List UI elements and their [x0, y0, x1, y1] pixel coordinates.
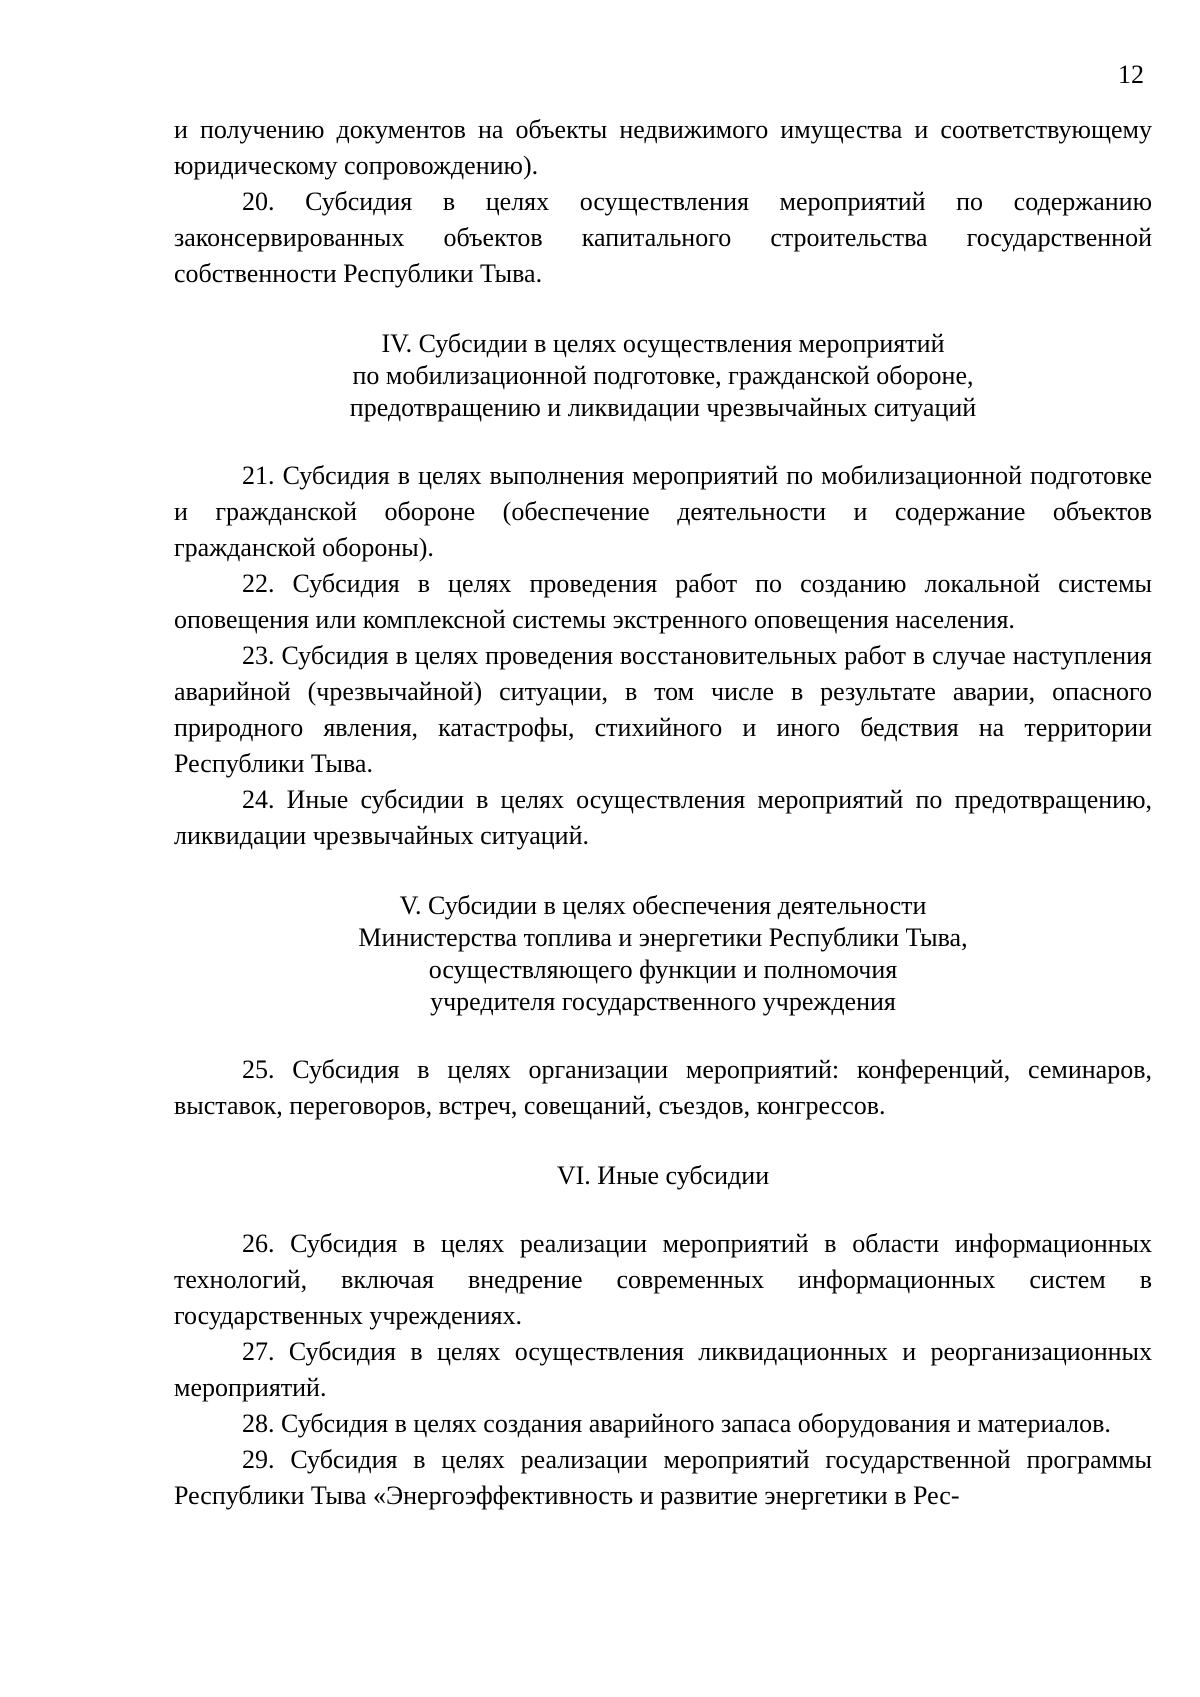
section-heading-vi [174, 1160, 1152, 1192]
paragraph-item-27: 27. Субсидия в целях осуществления ликвидационных и реорганизационных мероприятий. [174, 1337, 1152, 1402]
document-body [174, 112, 1152, 1514]
section-heading-line: осуществляющего функции и полномочия [428, 955, 898, 984]
paragraph-item-24: 24. Иные субсидии в целях осуществления мероприятий по предотвращению, ликвидации чрезвычайных ситуаций. [174, 785, 1152, 850]
paragraph-item-25: 25. Субсидия в целях организации мероприятий: конференций, семинаров, выставок, переговоров, встреч, совещаний, съездов, конгрессов. [174, 1055, 1152, 1120]
section-heading-line: VI. Иные субсидии [556, 1161, 770, 1190]
paragraph-item-29: 29. Субсидия в целях реализации мероприятий государственной программы Республики Тыва «Энергоэффективность и развитие энергетики в Рес- [174, 1445, 1152, 1510]
section-heading-line: по мобилизационной подготовке, гражданской обороне, [352, 361, 974, 390]
section-heading-line: IV. Субсидии в целях осуществления мероприятий [381, 329, 945, 358]
section-heading-line: V. Субсидии в целях обеспечения деятельности [399, 891, 927, 920]
paragraph-item-28: 28. Субсидия в целях создания аварийного запаса оборудования и материалов. [242, 1409, 1111, 1438]
paragraph-continuation: и получению документов на объекты недвижимого имущества и соответствующему юридическому сопровождению). [174, 115, 1152, 180]
paragraph-item-26: 26. Субсидия в целях реализации мероприятий в области информационных технологий, включая внедрение современных информационных систем в государственных учреждениях. [174, 1229, 1152, 1330]
paragraph-item-21: 21. Субсидия в целях выполнения мероприятий по мобилизационной подготовке и гражданской обороне (обеспечение деятельности и содержание объектов гражданской обороны). [174, 461, 1152, 562]
section-heading-line: предотвращению и ликвидации чрезвычайных ситуаций [349, 393, 977, 422]
paragraph-item-20: 20. Субсидия в целях осуществления мероприятий по содержанию законсервированных объектов капитального строительства государственной собственности Республики Тыва. [174, 187, 1152, 288]
section-heading-v [174, 890, 1152, 1018]
paragraph-item-22: 22. Субсидия в целях проведения работ по созданию локальной системы оповещения или комплексной системы экстренного оповещения населения. [174, 569, 1152, 634]
section-heading-iv [174, 328, 1152, 424]
section-heading-line: учредителя государственного учреждения [430, 987, 896, 1016]
paragraph-item-23: 23. Субсидия в целях проведения восстановительных работ в случае наступления аварийной (чрезвычайной) ситуации, в том числе в результате аварии, опасного природного явления, катастрофы, стихийного и иного бедствия на территории Республики Тыва. [174, 641, 1152, 778]
section-heading-line: Министерства топлива и энергетики Республики Тыва, [358, 923, 968, 952]
page-number: 12 [1118, 60, 1144, 89]
